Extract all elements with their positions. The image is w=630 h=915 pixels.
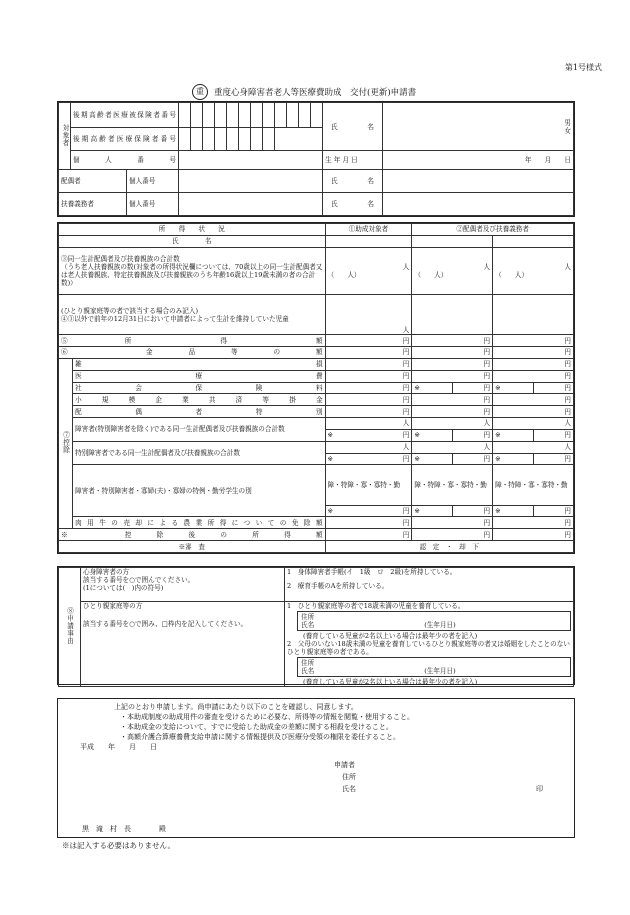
child-address-label: 住所 — [301, 613, 315, 621]
yen-cell[interactable]: 円 — [412, 529, 493, 541]
mark: ※ — [327, 454, 334, 463]
mark-cell: ※ — [412, 505, 452, 517]
spouse-id-label: 個人番号 — [127, 169, 179, 192]
declaration-line: ・本助成金の支給について、すでに受給した助成金の差額に関する相殺を受けること。 — [120, 723, 393, 731]
mark-cell — [325, 429, 412, 441]
yen-cell[interactable]: 円 — [325, 529, 412, 541]
single-title: ひとり親家庭等の方 — [83, 602, 143, 610]
yen-cell[interactable]: 円 — [325, 394, 412, 406]
insured-number-label: 後期高齢者医療被保険者番号 — [71, 103, 179, 128]
single-option-2[interactable]: 2 父母のいない18歳未満の児童を養育しているひとり親家庭等の者又は婚姻をしたことのないひとり親家庭等の者である。 — [287, 640, 570, 656]
digit-box[interactable] — [203, 103, 215, 128]
unit-yen: 円 — [402, 506, 410, 515]
name-field[interactable] — [383, 103, 574, 151]
yen-cell[interactable]: 円 — [533, 453, 574, 465]
dependents-note: （うち老人扶養親族の数(対象者の所得状況欄については、70歳以上の同一生計配偶者又は老人扶養親族、特定扶養親族及び扶養親族のうち年齢16歳以上19歳未満の者の合計数)） — [61, 262, 323, 287]
unit-person: 人 — [483, 262, 491, 271]
mark-cell: ※ — [493, 505, 533, 517]
single-option-1[interactable]: 1 ひとり親家庭等の者で18歳未満の児童を養育している。 — [287, 602, 465, 610]
dependents-total-label — [59, 247, 326, 294]
yen-cell[interactable]: 円 — [452, 505, 492, 517]
spouse-id-field[interactable] — [179, 169, 323, 192]
income-amount-label: ⑤ 所 得 額 — [59, 335, 326, 347]
yen-cell[interactable]: 円 — [452, 429, 492, 441]
mark-cell — [325, 453, 412, 465]
disabled-option-1[interactable]: 1 身体障害者手帳(イ 1級 ロ 2級)を所持している。 — [287, 568, 457, 576]
supporter-id-label: 個人番号 — [127, 192, 179, 215]
col1-header: ①助成対象者 — [325, 224, 412, 236]
spouse-name-label: 氏 名 — [323, 169, 383, 192]
digit-box[interactable] — [203, 128, 215, 151]
sex-female[interactable]: 女 — [564, 126, 571, 135]
applicant-label: 申請者 — [334, 761, 355, 769]
applicant-section — [57, 101, 575, 217]
yen-cell[interactable]: 円 — [493, 406, 574, 418]
yen-cell[interactable]: 円 — [325, 382, 412, 394]
applicant-name-label: 氏名 — [342, 785, 356, 793]
unit-person-paren: （ 人） — [495, 270, 529, 279]
decision-cell: 認 定 ・ 却 下 — [325, 541, 573, 553]
addressee: 黒 滝 村 長 殿 — [82, 825, 166, 833]
child-box-2[interactable] — [297, 657, 571, 677]
goods-amount-label: ⑥ 金品等の額 — [59, 347, 326, 359]
digit-box[interactable] — [215, 103, 227, 128]
birth-field[interactable]: 年 月 日 — [383, 151, 574, 170]
digit-box[interactable] — [215, 128, 227, 151]
unit-person: 人 — [564, 262, 571, 271]
mark-cell: ※ — [493, 429, 533, 441]
page-title: 重度心身障害者老人等医療費助成 交付(更新)申請書 — [214, 88, 417, 98]
digit-box[interactable] — [179, 103, 191, 128]
footnote: ※は記入する必要はありません。 — [62, 841, 175, 850]
deduction-label: 配偶者特別 — [73, 406, 325, 418]
reason-side-label: ⑧申請事由 — [65, 607, 74, 645]
widow-cell[interactable]: 障・特障・寡・寡特・勤 — [325, 465, 412, 505]
child-address-label: 住所 — [301, 659, 315, 667]
person-cell[interactable]: 人 — [493, 441, 574, 453]
yen-cell[interactable]: 円 — [412, 347, 493, 359]
sex-male[interactable]: 男 — [564, 118, 571, 127]
child-name-label: 氏名 — [301, 621, 315, 629]
yen-cell[interactable]: 円 — [412, 406, 493, 418]
digit-box[interactable] — [251, 128, 263, 151]
deduction-label: 社会保険料 — [73, 382, 325, 394]
digit-box[interactable] — [239, 103, 251, 128]
insurer-number-label: 後期高齢者医療保険者番号 — [71, 128, 179, 151]
children-title: ④③以外で前年の12月31日において申請者によって生計を維持していた児童 — [61, 314, 289, 323]
supporter-name-label: 氏 名 — [323, 192, 383, 215]
deduction-label: 医 療 費 — [73, 370, 325, 382]
child-birth-label: (生年月日) — [424, 667, 456, 675]
yen-cell[interactable]: 円 — [412, 370, 493, 382]
yen-cell[interactable]: 円 — [325, 347, 412, 359]
digit-box[interactable] — [191, 103, 203, 128]
child-name-label: 氏名 — [301, 667, 315, 675]
personal-number-label: 個人番号 — [71, 151, 179, 170]
birth-label: 生 年 月 日 — [323, 151, 383, 170]
yen-cell[interactable]: 円 — [493, 394, 574, 406]
yen-cell[interactable]: 円 — [325, 358, 412, 370]
mark-cell: ※ — [412, 429, 452, 441]
mark: ※ — [327, 506, 334, 515]
reason-section — [57, 566, 575, 685]
yen-cell[interactable]: 円 — [493, 347, 574, 359]
person-cell[interactable]: 人 — [493, 418, 574, 430]
personal-number-field[interactable] — [179, 151, 323, 170]
person-cell[interactable]: 人 — [412, 441, 493, 453]
after-deduction-label: ※ 控除後の所得額 — [59, 529, 326, 541]
children-cell — [493, 294, 574, 334]
person-cell[interactable]: 人 — [325, 418, 412, 430]
widow-cell[interactable]: 障・特障・寡・寡特・勤 — [493, 465, 574, 505]
child-box-1[interactable] — [297, 611, 571, 631]
dependents-cell[interactable] — [493, 247, 574, 294]
digit-box[interactable] — [239, 128, 251, 151]
digit-box[interactable] — [179, 128, 191, 151]
digit-box[interactable] — [227, 103, 239, 128]
yen-cell[interactable]: 円 — [325, 517, 412, 529]
name-row-label: 氏 名 — [59, 235, 326, 247]
income-section — [57, 222, 575, 554]
deduction-side-label: ⑦控除 — [61, 431, 70, 454]
digit-box[interactable] — [251, 103, 263, 128]
unit-person: 人 — [402, 262, 410, 271]
blank-cell — [275, 128, 323, 151]
disabled-note: 該当する番号を○で囲んでください。 — [83, 576, 195, 584]
children-cell[interactable]: 人 — [325, 294, 412, 334]
yen-cell[interactable]: 円 — [533, 429, 574, 441]
child-birth-label: (生年月日) — [424, 621, 456, 629]
supporter-label: 扶養義務者 — [59, 192, 127, 215]
person-cell[interactable]: 人 — [325, 441, 412, 453]
applicant-side-label: 対象者 — [61, 123, 69, 147]
title-mark: 重 — [192, 84, 208, 100]
yen-cell[interactable]: 円 — [412, 335, 493, 347]
mark-cell: ※ — [493, 453, 533, 465]
yen-cell[interactable]: 円 — [325, 335, 412, 347]
col2-header: ②配偶者及び扶養義務者 — [412, 224, 574, 236]
yen-cell[interactable]: 円 — [493, 529, 574, 541]
unit-person-paren: （ 人） — [327, 270, 361, 279]
person-cell[interactable]: 人 — [412, 418, 493, 430]
declaration-line: ・本助成制度の助成用件の審査を受けるために必要な、所得等の情報を閲覧・使用すること。 — [120, 713, 414, 721]
yen-cell[interactable]: 円 — [533, 505, 574, 517]
dependents-cell[interactable] — [412, 247, 493, 294]
digit-box[interactable] — [227, 128, 239, 151]
name-cell[interactable] — [412, 235, 493, 247]
declaration-line: 上記のとおり申請します。尚申請にあたり以下のことを確認し、同意します。 — [114, 703, 358, 711]
widow-student-label: 障害者・特別障害者・寡婦(夫)・寡婦の特例・勤労学生の別 — [73, 465, 325, 517]
name-cell[interactable] — [325, 235, 412, 247]
digit-box[interactable] — [287, 103, 299, 128]
yen-cell[interactable]: 円 — [325, 406, 412, 418]
child-note: (養育している児童が2名以上いる場合は最年少の者を記入) — [303, 632, 478, 640]
mark-cell: ※ — [412, 453, 452, 465]
mark-cell: ※ — [412, 382, 452, 394]
spouse-label: 配偶者 — [59, 169, 127, 192]
dependents-title: ③同一生計配偶者及び扶養親族の合計数 — [61, 254, 180, 263]
disabled-note2: (1については( )内の符号) — [83, 584, 164, 592]
yen-cell[interactable]: 円 — [493, 358, 574, 370]
yen-cell[interactable]: 円 — [452, 382, 492, 394]
review-label: ※審 査 — [59, 541, 326, 553]
mark-cell — [325, 505, 412, 517]
unit-person-paren: （ 人） — [414, 270, 448, 279]
single-note: 該当する番号を○で囲み、□枠内を記入してください。 — [83, 620, 248, 628]
spouse-name-field[interactable] — [383, 169, 574, 192]
disabled-dependents-label: 障害者(特別障害者を除く)である同一生計配偶者及び扶養親族の合計数 — [73, 418, 325, 442]
yen-cell[interactable]: 円 — [533, 382, 574, 394]
special-dependents-label: 特別障害者である同一生計配偶者及び扶養親族の合計数 — [73, 441, 325, 465]
form-number: 第1号様式 — [564, 63, 602, 72]
yen-cell[interactable]: 円 — [493, 370, 574, 382]
declaration-section — [57, 698, 575, 838]
digit-box[interactable] — [191, 128, 203, 151]
supporter-name-field[interactable] — [383, 192, 574, 215]
yen-cell[interactable]: 円 — [493, 517, 574, 529]
disabled-title: 心身障害者の方 — [83, 568, 130, 576]
income-status-header: 所 得 状 況 — [59, 224, 326, 236]
digit-box[interactable] — [275, 103, 287, 128]
yen-cell[interactable]: 円 — [452, 453, 492, 465]
children-label — [59, 294, 326, 334]
children-note: (ひとり親家庭等の者で該当する場合のみ記入) — [61, 306, 199, 315]
declaration-line: ・高額介護合算療養費支給申請に関する情報提供及び医療分受領の権限を委任すること。 — [120, 733, 400, 741]
supporter-id-field[interactable] — [179, 192, 323, 215]
yen-cell[interactable]: 円 — [412, 394, 493, 406]
deduction-label: 雑 損 — [73, 358, 325, 370]
children-cell — [412, 294, 493, 334]
deduction-label: 小規模企業共済等掛金 — [73, 394, 325, 406]
dependents-cell[interactable] — [325, 247, 412, 294]
declaration-date[interactable]: 平成 年 月 日 — [80, 743, 157, 751]
disabled-option-2[interactable]: 2 療育手帳のAを所持している。 — [287, 582, 389, 590]
name-label: 氏 名 — [323, 103, 383, 151]
mark-cell: ※ — [493, 382, 533, 394]
digit-box[interactable] — [263, 103, 275, 128]
digit-box[interactable] — [311, 103, 323, 128]
yen-cell[interactable]: 円 — [412, 358, 493, 370]
unit-yen: 円 — [402, 454, 410, 463]
applicant-address-label: 住所 — [342, 773, 356, 781]
unit-yen: 円 — [402, 431, 410, 440]
widow-cell[interactable]: 障・特障・寡・寡特・勤 — [412, 465, 493, 505]
name-cell[interactable] — [493, 235, 574, 247]
mark: ※ — [327, 431, 334, 440]
seal-mark: 印 — [536, 785, 543, 793]
yen-cell[interactable]: 円 — [325, 370, 412, 382]
yen-cell[interactable]: 円 — [412, 517, 493, 529]
yen-cell[interactable]: 円 — [493, 335, 574, 347]
beef-exemption-label: 肉用牛の売却による農業所得についての免除額 — [73, 517, 325, 529]
digit-box[interactable] — [263, 128, 275, 151]
child-note: (養育している児童が2名以上いる場合は最年少の者を記入) — [303, 678, 478, 686]
digit-box[interactable] — [299, 103, 311, 128]
